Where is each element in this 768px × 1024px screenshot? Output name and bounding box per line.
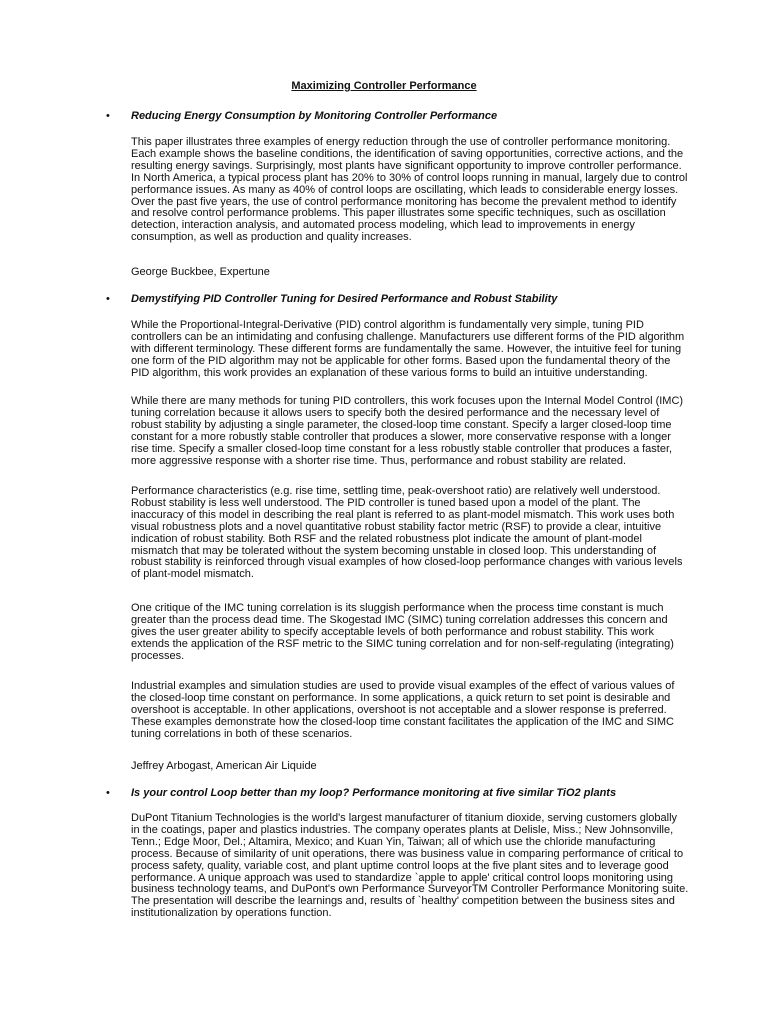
paragraph <box>131 603 721 663</box>
text-line: one form of the PID algorithm may not be applicable for other forms. Based upon the fundamental theory of the <box>131 354 671 367</box>
text-line: process safety, quality, variable cost, and plant uptime control loops at the five plant sites and to leverage good <box>131 859 669 872</box>
text-line: of plant-model mismatch. <box>131 568 254 581</box>
text-line: Tenn.; Edge Moor, Del.; Altamira, Mexico; and Kuan Yin, Taiwan; all of which use the chloride manufacturing <box>131 835 656 848</box>
text-line: One critique of the IMC tuning correlation is its sluggish performance when the process time constant is much <box>131 602 664 614</box>
author-line: Jeffrey Arbogast, American Air Liquide <box>131 760 317 772</box>
text-line: Each example shows the baseline conditions, the identification of saving opportunities, corrective actions, and the <box>131 147 684 160</box>
paragraph <box>131 320 721 380</box>
text-line: the closed-loop time constant on performance. In some applications, a quick return to set point is desirable and <box>131 691 671 704</box>
text-line: robust stability is reinforced through visual examples of how closed-loop performance changes with various levels <box>131 556 683 569</box>
text-line: Robust stability is less well understood. The PID controller is tuned based upon a model of the plant. The <box>131 496 641 509</box>
text-line: PID algorithm, this work provides an explanation of these various forms to build an intuitive understanding. <box>131 366 648 379</box>
text-line: While there are many methods for tuning PID controllers, this work focuses upon the Internal Model Control (IMC) <box>131 395 684 407</box>
paragraph <box>131 486 721 581</box>
text-line: consumption, as well as production and quality increases. <box>131 231 412 244</box>
text-line: robust stability by adjusting a single parameter, the closed-loop time constant. Specify a larger closed-loop time <box>131 418 672 431</box>
text-line: gives the user greater ability to specify acceptable levels of both performance and robust stability. This work <box>131 625 654 638</box>
text-line: These examples demonstrate how the closed-loop time constant facilitates the application of the IMC and SIMC <box>131 715 674 728</box>
page-title: Maximizing Controller Performance <box>291 80 477 92</box>
text-line: visual robustness plots and a novel quantitative robust stability factor metric (RSF) to provide a clear, intuitive <box>131 520 662 533</box>
author-line: George Buckbee, Expertune <box>131 266 270 278</box>
text-line: inaccuracy of this model in describing the real plant is referred to as plant-model mismatch. This work uses both <box>131 508 675 521</box>
paragraph <box>131 681 721 741</box>
text-line: constant for a more robustly stable controller that produces a slower, more conservative response with a longer <box>131 430 671 443</box>
text-line: rise time. Specify a smaller closed-loop time constant for a less robustly stable controller that produces a faster, <box>131 442 673 455</box>
text-line: Over the past five years, the use of control performance monitoring has become the prevalent method to identify <box>131 195 677 208</box>
bullet-marker: • <box>106 787 110 799</box>
text-line: resulting energy savings. Surprisingly, most plants have significant opportunity to improve controller performance. <box>131 159 682 172</box>
text-line: performance issues. As many as 40% of control loops are oscillating, which leads to considerable energy losses. <box>131 183 679 196</box>
text-line: with different terminology. These different forms are fundamentally the same. However, the intuitive feel for tuning <box>131 342 682 355</box>
text-line: performance. A unique approach was used to standardize `apple to apple' critical control loops monitoring using <box>131 871 674 884</box>
section-heading-energy: Reducing Energy Consumption by Monitoring Controller Performance <box>131 110 498 122</box>
paragraph <box>131 396 721 467</box>
text-line: business technology teams, and DuPont's own Performance SurveyorTM Controller Performance Monitoring suite. <box>131 883 689 896</box>
paragraph <box>131 137 721 244</box>
paragraph <box>131 813 721 920</box>
text-line: controllers can be an intimidating and confusing challenge. Manufacturers use different forms of the PID algorithm <box>131 330 685 343</box>
text-line: mismatch that may be tolerated without the system becoming unstable in closed loop. This understanding of <box>131 544 657 557</box>
text-line: in the coatings, paper and plastics industries. The company operates plants at Delisle, Miss.; New Johnsonville, <box>131 823 674 836</box>
text-line: DuPont Titanium Technologies is the world's largest manufacturer of titanium dioxide, serving customers globally <box>131 812 678 824</box>
text-line: tuning correlation because it allows users to specify both the desired performance and the necessary level of <box>131 406 660 419</box>
section-heading-tio2: Is your control Loop better than my loop? Performance monitoring at five similar TiO2 plants <box>131 787 617 799</box>
text-line: Performance characteristics (e.g. rise time, settling time, peak-overshoot ratio) are relatively well understood. <box>131 485 661 497</box>
text-line: more aggressive response with a shorter rise time. Thus, performance and robust stability are related. <box>131 454 627 467</box>
text-line: overshoot is acceptable. In other applications, overshoot is not acceptable and a slower response is preferred. <box>131 703 667 716</box>
text-line: and resolve control performance problems. This paper illustrates some specific techniques, such as oscillation <box>131 207 666 220</box>
text-line: This paper illustrates three examples of energy reduction through the use of controller performance monitoring. <box>131 136 671 148</box>
text-line: The presentation will describe the learnings and, results of `healthy' competition between the business sites and <box>131 895 675 908</box>
text-line: greater than the process dead time. The Skogestad IMC (SIMC) tuning correlation addresses this concern and <box>131 613 668 626</box>
text-line: institutionalization by operations function. <box>131 907 332 920</box>
text-line: detection, interaction analysis, and automated process modeling, which lead to improvements in energy <box>131 219 635 232</box>
text-line: Industrial examples and simulation studies are used to provide visual examples of the effect of various values of <box>131 680 675 692</box>
bullet-marker: • <box>106 110 110 122</box>
text-line: processes. <box>131 649 185 662</box>
text-line: In North America, a typical process plant has 20% to 30% of control loops running in manual, largely due to control <box>131 171 688 184</box>
text-line: tuning correlations in both of these scenarios. <box>131 727 353 740</box>
text-line: While the Proportional-Integral-Derivative (PID) control algorithm is fundamentally very simple, tuning PID <box>131 319 644 331</box>
text-line: indication of robust stability. Both RSF and the related robustness plot indicate the amount of plant-model <box>131 532 642 545</box>
bullet-marker: • <box>106 293 110 305</box>
text-line: process. Because of similarity of unit operations, there was business value in comparing performance of critical to <box>131 847 684 860</box>
section-heading-pid: Demystifying PID Controller Tuning for Desired Performance and Robust Stability <box>131 293 558 305</box>
text-line: extends the application of the RSF metric to the SIMC tuning correlation and for non-self-regulating (integrating) <box>131 637 674 650</box>
